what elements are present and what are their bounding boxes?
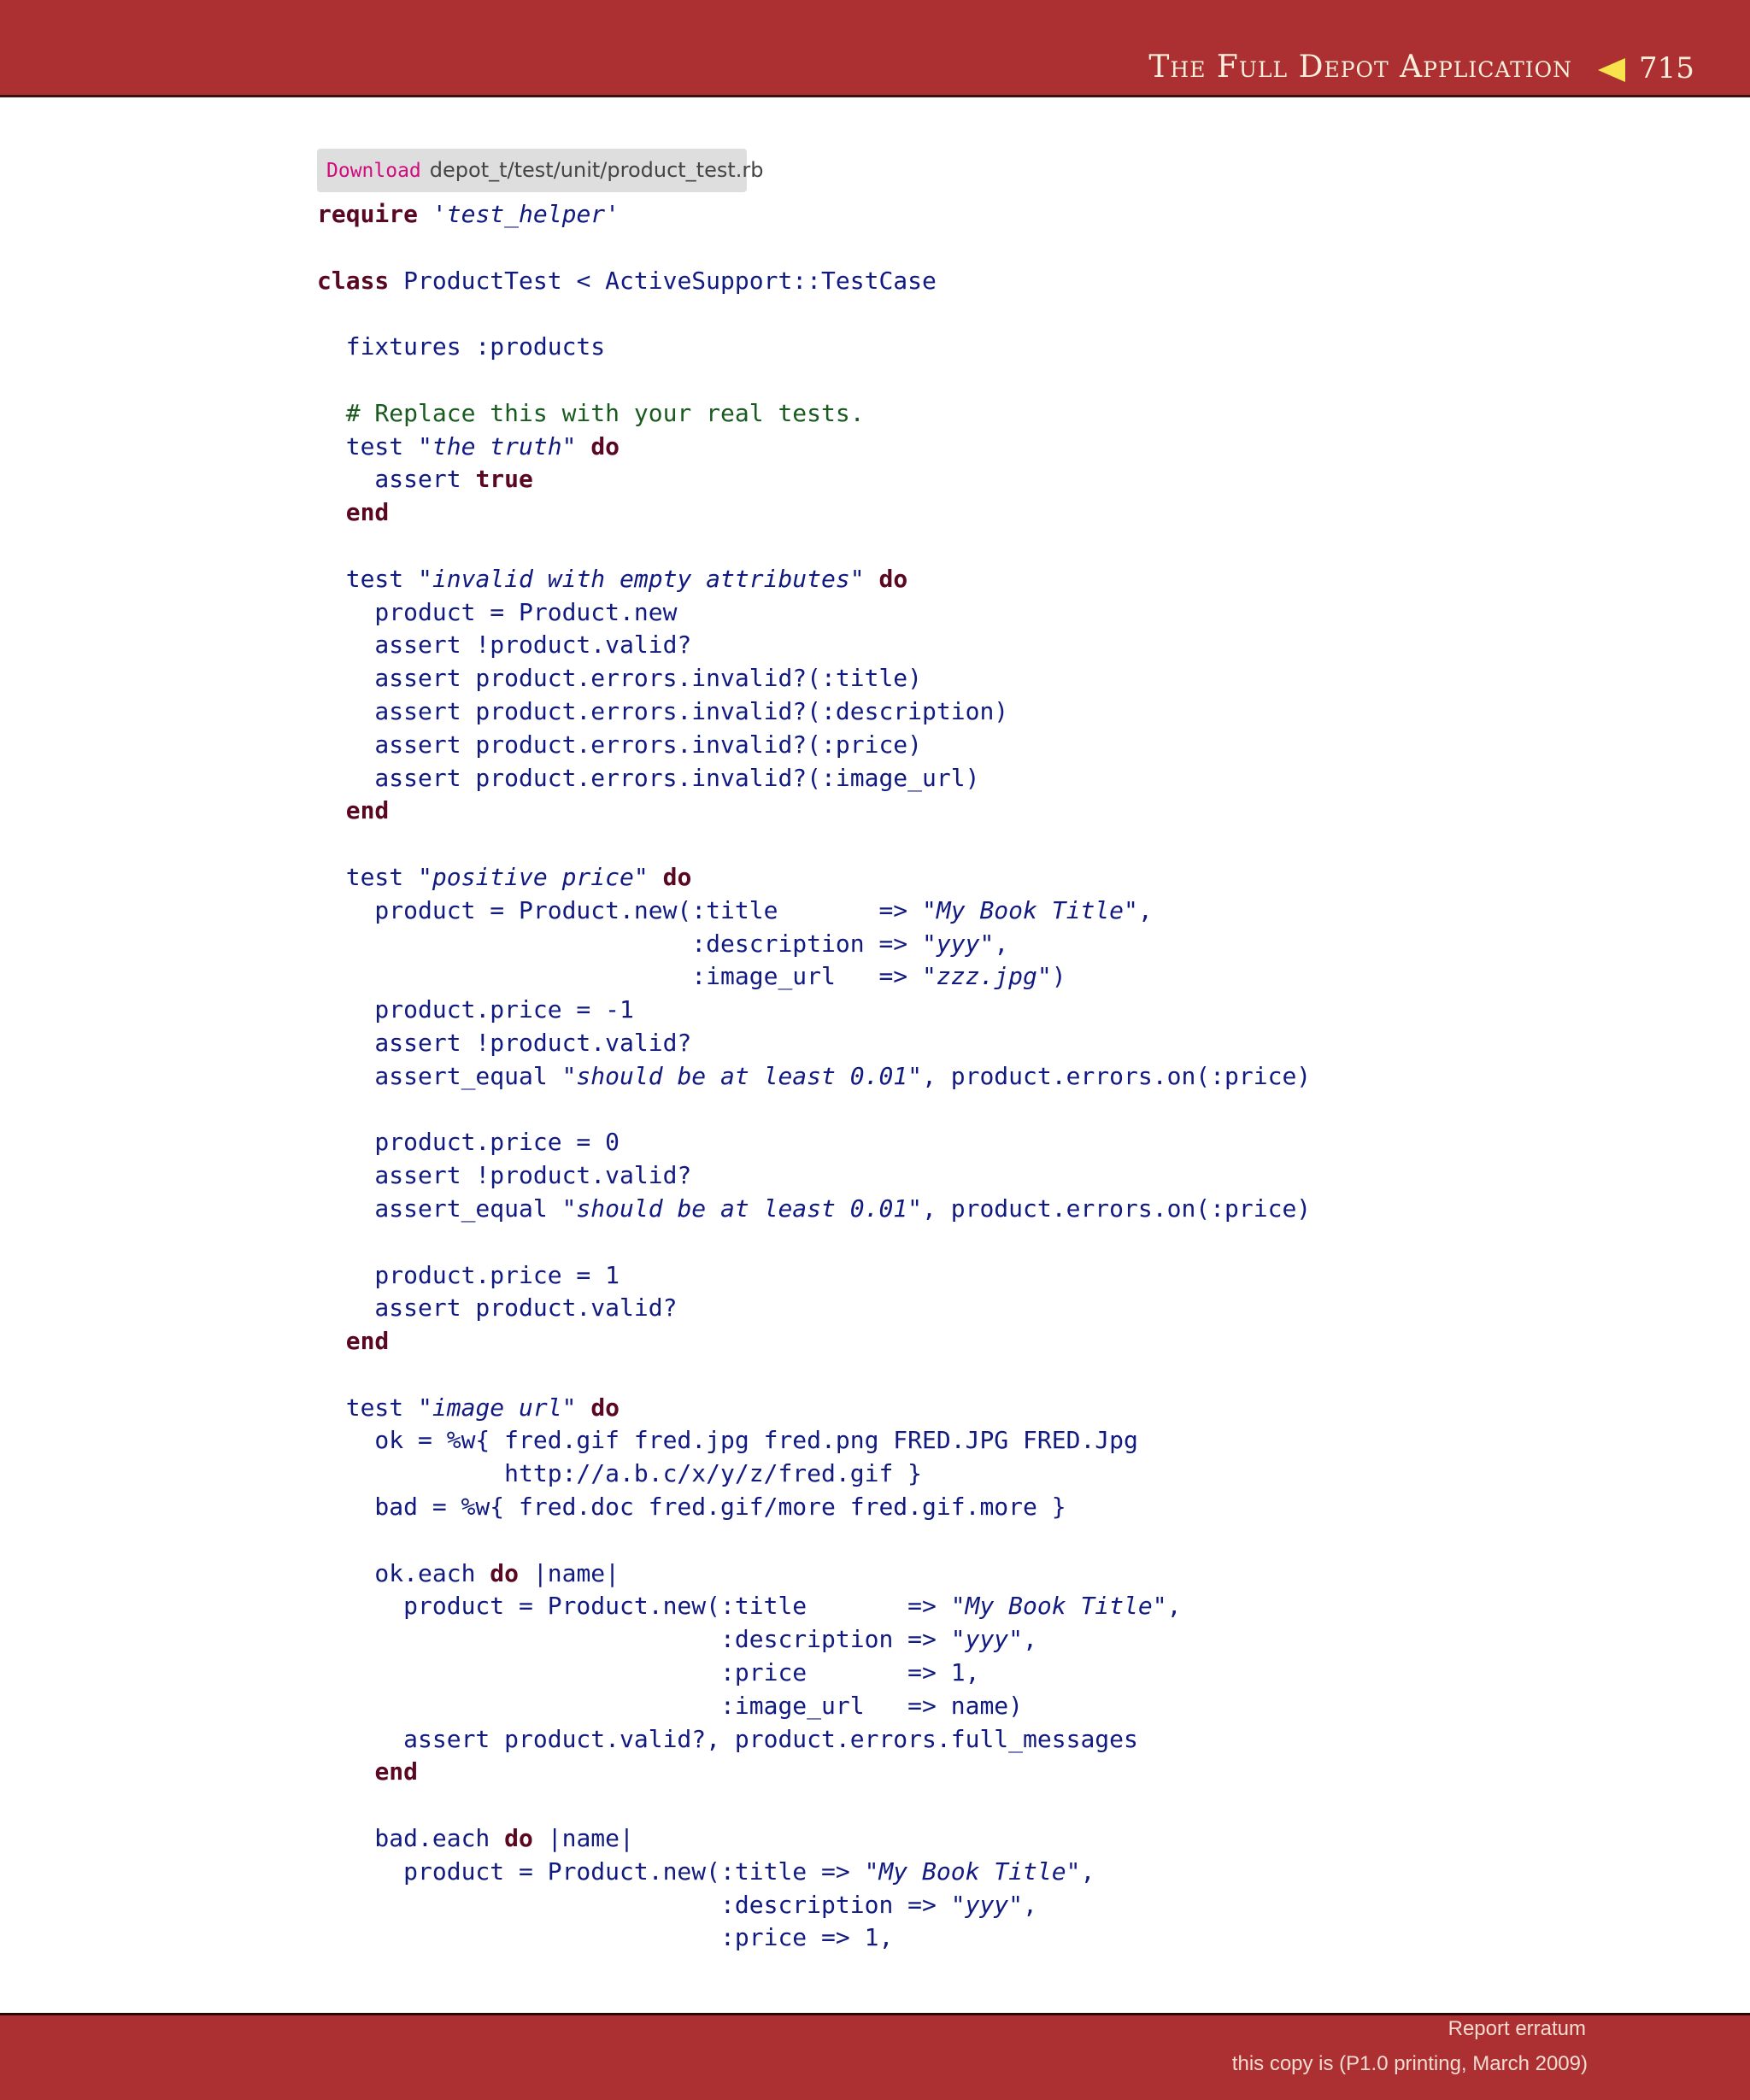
code-text	[576, 432, 590, 460]
code-text: ,	[1080, 1857, 1095, 1886]
code-line	[317, 1789, 1684, 1822]
code-text: assert product.errors.invalid?(:image_url)	[317, 763, 980, 792]
code-text: assert !product.valid?	[317, 631, 692, 660]
code-line	[317, 1193, 1684, 1226]
code-line	[317, 1292, 1684, 1325]
code-text: )	[1051, 962, 1066, 991]
code-text: assert product.errors.invalid?(:price)	[317, 730, 923, 759]
code-line	[317, 1126, 1684, 1159]
code-line	[317, 895, 1684, 928]
code-line	[317, 1094, 1684, 1127]
code-text: assert product.valid?	[317, 1293, 678, 1323]
code-text: :description =>	[317, 1625, 951, 1654]
code-keyword: do	[504, 1824, 533, 1853]
page-number: 715	[1639, 51, 1694, 85]
report-erratum-link[interactable]: Report erratum	[1448, 2017, 1586, 2040]
code-string: "My Book Title"	[950, 1592, 1167, 1621]
code-text: product = Product.new(:title =>	[317, 895, 923, 924]
code-line	[317, 629, 1684, 662]
code-text: :description =>	[317, 929, 923, 958]
code-text	[317, 498, 346, 526]
previous-page-arrow-icon[interactable]	[1598, 58, 1625, 82]
code-line	[317, 1358, 1684, 1392]
download-file-path: depot_t/test/unit/product_test.rb	[429, 158, 764, 182]
running-head: The Full Depot Application	[1148, 50, 1572, 85]
code-line	[317, 431, 1684, 464]
code-string: "image url"	[418, 1393, 577, 1422]
code-line	[317, 994, 1684, 1027]
code-line	[317, 1822, 1684, 1856]
code-line	[317, 331, 1684, 364]
code-text: :price => 1,	[317, 1658, 980, 1687]
code-string: "should be at least 0.01"	[561, 1194, 923, 1223]
code-line	[317, 1458, 1684, 1491]
code-text: ,	[1023, 1890, 1037, 1919]
code-text: product.price = 0	[317, 1128, 620, 1157]
code-line	[317, 232, 1684, 265]
code-string: "should be at least 0.01"	[561, 1061, 923, 1090]
code-text: assert product.errors.invalid?(:description)	[317, 696, 1009, 725]
code-text: product = Product.new(:title =>	[317, 1857, 865, 1886]
code-text: |name|	[519, 1558, 620, 1587]
code-line	[317, 1756, 1684, 1789]
code-keyword: end	[345, 1327, 390, 1356]
code-text: test	[317, 1393, 419, 1422]
code-text: test	[317, 564, 419, 593]
code-keyword: do	[662, 862, 692, 891]
code-line	[317, 364, 1684, 397]
code-text: :image_url => name)	[317, 1691, 1024, 1720]
code-text: , product.errors.on(:price)	[922, 1194, 1312, 1223]
code-text	[865, 565, 879, 593]
code-text	[317, 796, 346, 824]
code-text: ,	[1166, 1592, 1182, 1621]
code-line	[317, 1424, 1684, 1458]
code-line	[317, 563, 1684, 596]
code-string: "yyy"	[950, 1890, 1024, 1919]
code-string: "invalid with empty attributes"	[418, 564, 865, 593]
code-line	[317, 861, 1684, 895]
code-line	[317, 1159, 1684, 1193]
code-string: "My Book Title"	[864, 1857, 1081, 1886]
code-line	[317, 1590, 1684, 1623]
copy-note: this copy is (P1.0 printing, March 2009)	[1231, 2052, 1588, 2075]
code-text: ,	[994, 929, 1009, 958]
code-keyword: end	[374, 1757, 419, 1786]
code-line	[317, 297, 1684, 331]
code-text: assert	[317, 465, 476, 494]
code-comment: # Replace this with your real tests.	[317, 398, 865, 427]
code-keyword: true	[475, 465, 533, 494]
code-string: "yyy"	[950, 1625, 1024, 1654]
code-string: "My Book Title"	[922, 895, 1138, 924]
code-line	[317, 1325, 1684, 1358]
code-text: assert_equal	[317, 1061, 562, 1090]
code-text: ok.each	[317, 1558, 490, 1587]
code-line	[317, 1723, 1684, 1757]
code-text: ,	[1023, 1625, 1037, 1654]
code-text: test	[317, 431, 419, 460]
code-text: bad.each	[317, 1824, 505, 1853]
code-line	[317, 1524, 1684, 1557]
code-line	[317, 1027, 1684, 1060]
code-text: product.price = -1	[317, 995, 634, 1024]
code-text: assert product.errors.invalid?(:title)	[317, 664, 923, 693]
code-line	[317, 1226, 1684, 1259]
code-keyword: require	[317, 200, 419, 228]
code-string: "yyy"	[922, 929, 995, 958]
code-line	[317, 928, 1684, 961]
code-keyword: do	[490, 1558, 520, 1587]
code-line	[317, 198, 1684, 232]
code-line	[317, 397, 1684, 431]
code-string: "positive price"	[418, 862, 649, 891]
code-text	[317, 1757, 374, 1786]
code-line	[317, 1259, 1684, 1293]
code-text: test	[317, 862, 419, 891]
code-keyword: do	[590, 1393, 620, 1422]
code-text	[418, 200, 432, 228]
code-line	[317, 662, 1684, 695]
code-text: :price => 1,	[317, 1923, 894, 1952]
code-line	[317, 1856, 1684, 1889]
code-string: "the truth"	[418, 431, 577, 460]
code-line	[317, 1657, 1684, 1690]
code-text: product = Product.new	[317, 597, 678, 626]
code-line	[317, 695, 1684, 729]
code-text: assert_equal	[317, 1194, 562, 1223]
code-line	[317, 1690, 1684, 1723]
code-text	[576, 1393, 590, 1422]
code-line	[317, 1392, 1684, 1425]
code-keyword: do	[590, 431, 620, 460]
code-text: fixtures :products	[317, 332, 606, 361]
code-text: bad = %w{ fred.doc fred.gif/more fred.gif.more }	[317, 1493, 1066, 1522]
code-keyword: end	[345, 498, 390, 527]
code-line	[317, 1060, 1684, 1094]
code-text: |name|	[532, 1824, 634, 1853]
code-line	[317, 596, 1684, 630]
code-text: product = Product.new(:title =>	[317, 1592, 951, 1621]
code-line	[317, 496, 1684, 530]
code-keyword: class	[317, 266, 390, 295]
code-keyword: end	[345, 796, 390, 825]
code-string: 'test_helper'	[432, 200, 620, 228]
code-text: :description =>	[317, 1890, 951, 1919]
code-line	[317, 960, 1684, 994]
code-line	[317, 828, 1684, 861]
code-line	[317, 1623, 1684, 1657]
code-text: ok = %w{ fred.gif fred.jpg fred.png FRED.JPG FRED.Jpg	[317, 1426, 1138, 1455]
code-string: "zzz.jpg"	[922, 962, 1052, 991]
code-line	[317, 1491, 1684, 1524]
code-line	[317, 729, 1684, 762]
code-text: assert !product.valid?	[317, 1161, 692, 1190]
code-line	[317, 265, 1684, 298]
code-line	[317, 1889, 1684, 1922]
code-text: http://a.b.c/x/y/z/fred.gif }	[317, 1459, 923, 1488]
code-text	[649, 863, 663, 891]
code-text: :image_url =>	[317, 962, 923, 991]
code-text	[317, 1327, 346, 1355]
code-listing	[317, 198, 1684, 1955]
code-line	[317, 1557, 1684, 1591]
code-text: ProductTest < ActiveSupport::TestCase	[389, 266, 937, 295]
code-text: , product.errors.on(:price)	[922, 1061, 1312, 1090]
code-keyword: do	[878, 564, 908, 593]
code-line	[317, 463, 1684, 496]
code-text: ,	[1137, 895, 1153, 924]
code-text: product.price = 1	[317, 1260, 620, 1289]
code-line	[317, 795, 1684, 828]
code-line	[317, 530, 1684, 563]
download-bar[interactable]	[317, 149, 764, 192]
code-text: assert !product.valid?	[317, 1028, 692, 1057]
code-line	[317, 762, 1684, 795]
download-link[interactable]: Download	[326, 160, 421, 182]
code-line	[317, 1921, 1684, 1955]
code-text: assert product.valid?, product.errors.full_messages	[317, 1724, 1138, 1753]
